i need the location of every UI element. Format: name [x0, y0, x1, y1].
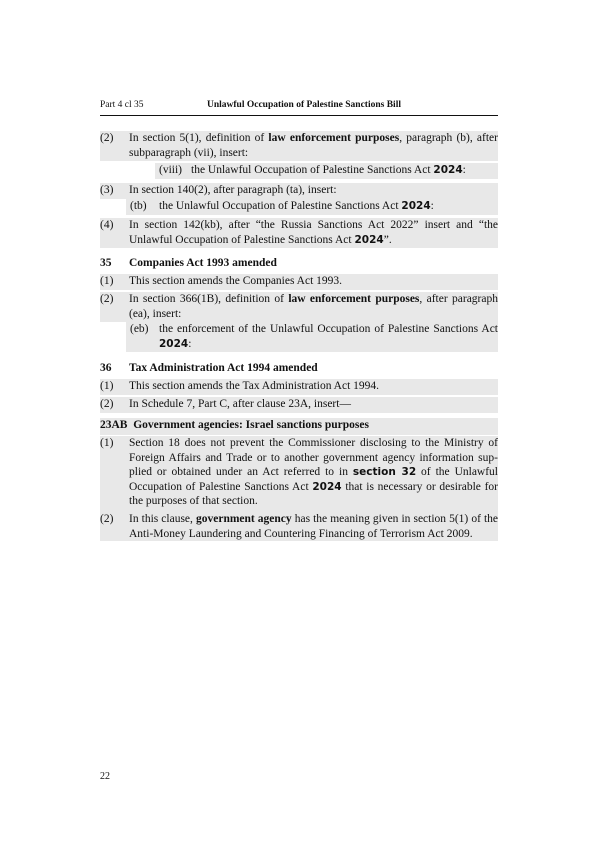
s35-subsection-2: (2) In section 366(1B), definition of law enforcement purposes, after paragraph (ea), insert: [100, 292, 498, 322]
subsection-number: (2) [100, 132, 114, 144]
s35-heading: 35 Companies Act 1993 amended [100, 257, 277, 269]
subsection-number: (3) [100, 184, 114, 196]
s34-subsection-2 [100, 131, 498, 161]
header-rule [100, 115, 498, 116]
s34-insert-viii [155, 163, 498, 179]
s34-subsection-4 [100, 218, 498, 248]
paragraph-number: (tb) [130, 200, 147, 212]
s35-insert-eb: (eb) the enforcement of the Unlawful Occupation of Palestine Sanctions Act 2024: [126, 322, 498, 352]
paragraph-number: (viii) [159, 164, 182, 176]
insert-text: the Unlawful Occupation of Palestine Sanctions Act 2024: [191, 164, 466, 176]
subsection-text: In section 140(2), after paragraph (ta), insert: [129, 184, 337, 196]
clause-23ab-subsection-2: (2) In this clause, government agency has the meaning given in section 5(1) of the Anti-Money Laundering and Countering Financing of Terrorism Act 2009. [100, 513, 499, 540]
s34-insert-tb [126, 199, 498, 215]
page-number: 22 [100, 771, 110, 782]
subsection-text: In section 142(kb), after “the Russia Sanctions Act 2022” insert and “the Unlawful Occupation of Palestine Sanctions Act 2024”. [129, 219, 498, 246]
clause-23ab-heading: 23AB Government agencies: Israel sanctions purposes [100, 418, 498, 435]
subsection-number: (4) [100, 219, 114, 231]
clause-23ab-subsection-1: (1) Section 18 does not prevent the Commissioner disclosing to the Ministry of Foreign Affairs and Trade or to another government agency information supplied or obtained under an Act referred to in section 32 of the Unlawful Occupation of Palestine Sanctions Act 2024 that is necessary or desirable for the purposes of that section. [100, 436, 498, 512]
s36-subsection-1: (1) This section amends the Tax Administration Act 1994. [100, 379, 498, 395]
s34-subsection-3 [100, 183, 498, 199]
insert-text: the Unlawful Occupation of Palestine Sanctions Act 2024: [159, 200, 434, 212]
s35-subsection-1: (1) This section amends the Companies Act 1993. [100, 274, 498, 290]
header-bill-title: Unlawful Occupation of Palestine Sanctions Bill [207, 100, 401, 110]
header-part-ref: Part 4 cl 35 [100, 100, 144, 110]
subsection-text: In section 5(1), definition of law enforcement purposes, paragraph (b), after subparagraph (vii), insert: [129, 132, 498, 159]
s36-heading: 36 Tax Administration Act 1994 amended [100, 362, 318, 374]
s36-subsection-2: (2) In Schedule 7, Part C, after clause 23A, insert— [100, 397, 498, 413]
